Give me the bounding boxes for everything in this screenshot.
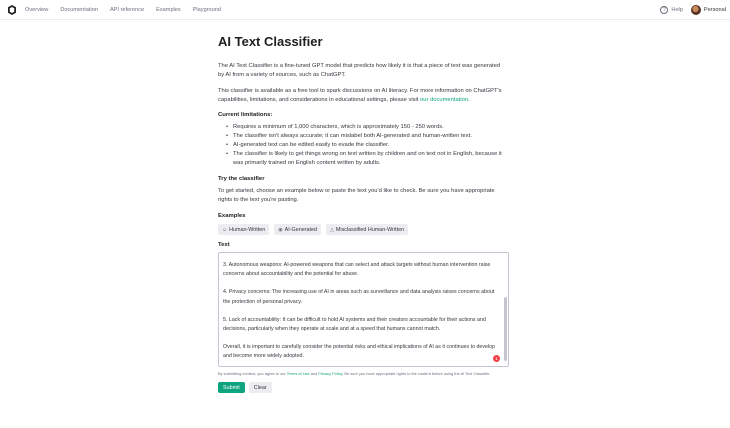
- example-label: Human-Written: [229, 226, 266, 233]
- list-item: • AI-generated text can be edited easily to evade the classifier.: [233, 141, 502, 150]
- availability-end: .: [468, 97, 470, 103]
- try-paragraph: To get started, choose an example below or paste the text you'd like to check. Be sure you have appropriate rights to the text you're pasting.: [218, 188, 495, 203]
- documentation-link[interactable]: our documentation: [420, 97, 469, 103]
- list-item: • The classifier is likely to get things wrong on text written by children and on text not in English, because it was primarily trained on English content written by adults.: [233, 150, 502, 168]
- list-item: • The classifier isn't always accurate; it can mislabel both AI-generated and human-written text.: [233, 132, 502, 141]
- example-label: Misclassified Human-Written: [335, 226, 405, 233]
- form-actions: [218, 382, 502, 393]
- example-ai-generated-button[interactable]: [274, 224, 321, 235]
- fineprint: [218, 370, 510, 378]
- text-heading: Text: [218, 242, 230, 248]
- examples-group: [218, 224, 502, 235]
- fineprint-text: By submitting content, you agree to our: [218, 371, 287, 376]
- nav-link-api-reference[interactable]: API reference: [109, 7, 145, 13]
- person-icon: ☺: [222, 226, 228, 233]
- avatar: [691, 5, 701, 15]
- warning-icon: △: [330, 226, 334, 233]
- nav-link-overview[interactable]: Overview: [25, 7, 49, 13]
- example-misclassified-button[interactable]: [326, 224, 408, 235]
- page-title: AI Text Classifier: [218, 34, 323, 49]
- fineprint-and: and: [309, 371, 319, 376]
- text-input[interactable]: [218, 252, 509, 367]
- list-item: • Requires a minimum of 1,000 characters, which is approximately 150 - 250 words.: [233, 123, 502, 132]
- grammar-badge[interactable]: 1: [493, 355, 500, 362]
- fineprint-end: . Be sure you have appropriate rights to the content before using the AI Text Classifier.: [342, 371, 491, 376]
- top-nav: [0, 0, 730, 20]
- main-content: [218, 34, 502, 393]
- text-paragraph: 5. Lack of accountability: It can be difficult to hold AI systems and their creators accountable for their actions and decisions, particularly when they operate at scale and at a speed that humans cannot match.: [223, 316, 486, 333]
- intro-paragraph: The AI Text Classifier is a fine-tuned GPT model that predicts how likely it is that a piece of text was generated by AI from a variety of sources, such as ChatGPT.: [218, 63, 501, 78]
- example-label: AI-Generated: [284, 226, 318, 233]
- nav-link-playground[interactable]: Playground: [192, 7, 222, 13]
- robot-icon: ◉: [278, 226, 283, 233]
- nav-link-documentation[interactable]: Documentation: [60, 7, 98, 13]
- availability-paragraph: [218, 87, 502, 105]
- help-icon: ?: [660, 6, 668, 14]
- help-button[interactable]: [660, 6, 683, 14]
- openai-logo-icon[interactable]: [6, 4, 18, 16]
- clear-button[interactable]: Clear: [249, 382, 272, 393]
- limitations-list: [218, 123, 502, 168]
- text-scrollbar[interactable]: [504, 297, 507, 361]
- text-input-content: [223, 261, 499, 367]
- account-menu[interactable]: [691, 5, 726, 15]
- terms-link[interactable]: Terms of Use: [286, 371, 310, 376]
- text-paragraph: 3. Autonomous weapons: AI-powered weapons that can select and attack targets without human intervention raise concerns about accountability and the potential for abuse.: [223, 262, 491, 278]
- try-heading: Try the classifier: [218, 176, 265, 182]
- example-human-written-button[interactable]: [218, 224, 269, 235]
- nav-right: [660, 0, 726, 20]
- limitations-heading: Current limitations:: [218, 112, 273, 118]
- availability-text: This classifier is available as a free tool to spark discussions on AI literacy. For more information on ChatGPT's capabilities, limitations, and considerations in educational settings, please visit: [218, 88, 502, 103]
- privacy-link[interactable]: Privacy Policy: [318, 371, 343, 376]
- nav-link-examples[interactable]: Examples: [156, 7, 181, 13]
- text-paragraph: 4. Privacy concerns: The increasing use of AI in areas such as surveillance and data analysis raises concerns about the protection of personal privacy.: [223, 289, 495, 305]
- account-label: Personal: [703, 7, 726, 13]
- nav-links: [25, 0, 233, 20]
- submit-button[interactable]: Submit: [218, 382, 245, 393]
- help-label: Help: [671, 7, 683, 13]
- text-paragraph: Overall, it is important to carefully consider the potential risks and ethical implications of AI as it continues to develop and become more widely adopted.: [223, 344, 496, 360]
- examples-heading: Examples: [218, 213, 246, 219]
